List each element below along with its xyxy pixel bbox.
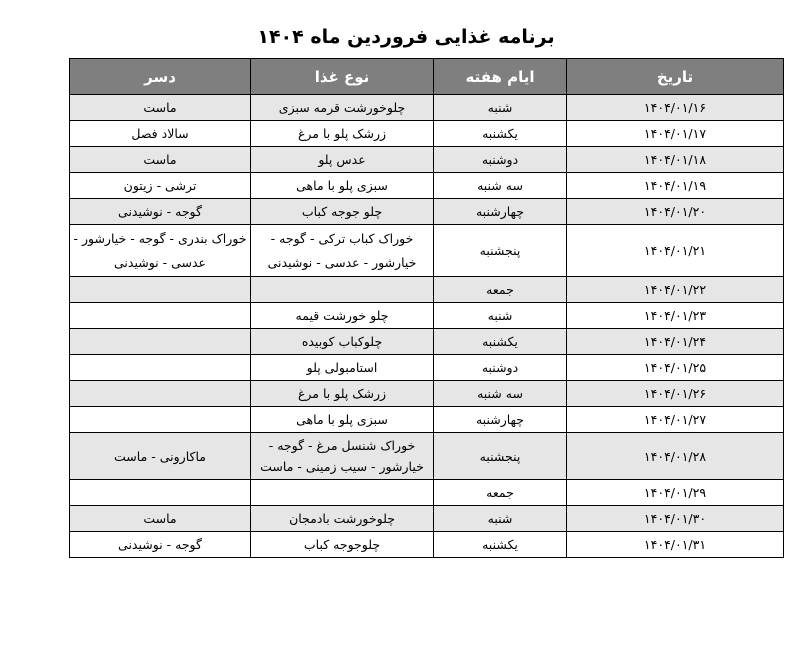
food-schedule-table [69, 58, 784, 558]
dessert-cell: ماکارونی - ماست [70, 433, 251, 480]
food-cell [251, 277, 434, 303]
day-cell: پنجشنبه [434, 433, 567, 480]
day-cell: یکشنبه [434, 329, 567, 355]
food-cell: خوراک کباب ترکی - گوجه - خیارشور - عدسی - نوشیدنی [251, 225, 434, 277]
dessert-cell: ماست [70, 147, 251, 173]
date-cell: ۱۴۰۴/۰۱/۲۳ [567, 303, 784, 329]
dessert-cell [70, 480, 251, 506]
table-row [70, 303, 784, 329]
day-cell: سه شنبه [434, 381, 567, 407]
day-cell: سه شنبه [434, 173, 567, 199]
table-row [70, 381, 784, 407]
header-food: نوع غذا [251, 59, 434, 95]
day-cell: شنبه [434, 506, 567, 532]
date-cell: ۱۴۰۴/۰۱/۲۷ [567, 407, 784, 433]
date-cell: ۱۴۰۴/۰۱/۲۹ [567, 480, 784, 506]
dessert-cell [70, 277, 251, 303]
header-date: تاریخ [567, 59, 784, 95]
date-cell: ۱۴۰۴/۰۱/۲۲ [567, 277, 784, 303]
date-cell: ۱۴۰۴/۰۱/۱۶ [567, 95, 784, 121]
day-cell: جمعه [434, 277, 567, 303]
date-cell: ۱۴۰۴/۰۱/۱۷ [567, 121, 784, 147]
dessert-cell [70, 355, 251, 381]
day-cell: شنبه [434, 95, 567, 121]
food-cell: چلو جوجه کباب [251, 199, 434, 225]
dessert-cell: سالاد فصل [70, 121, 251, 147]
table-row [70, 407, 784, 433]
dessert-cell [70, 303, 251, 329]
date-cell: ۱۴۰۴/۰۱/۲۸ [567, 433, 784, 480]
dessert-cell: گوجه - نوشیدنی [70, 199, 251, 225]
food-cell: زرشک پلو با مرغ [251, 121, 434, 147]
dessert-cell [70, 381, 251, 407]
date-cell: ۱۴۰۴/۰۱/۱۸ [567, 147, 784, 173]
table-row [70, 329, 784, 355]
food-cell: خوراک شنسل مرغ - گوجه - خیارشور - سیب زمینی - ماست [251, 433, 434, 480]
day-cell: جمعه [434, 480, 567, 506]
table-row [70, 532, 784, 558]
date-cell: ۱۴۰۴/۰۱/۲۰ [567, 199, 784, 225]
day-cell: پنجشنبه [434, 225, 567, 277]
food-cell [251, 480, 434, 506]
date-cell: ۱۴۰۴/۰۱/۳۰ [567, 506, 784, 532]
day-cell: دوشنبه [434, 147, 567, 173]
dessert-cell: گوجه - نوشیدنی [70, 532, 251, 558]
day-cell: یکشنبه [434, 532, 567, 558]
table-row [70, 121, 784, 147]
table-row [70, 95, 784, 121]
date-cell: ۱۴۰۴/۰۱/۱۹ [567, 173, 784, 199]
dessert-cell: ترشی - زیتون [70, 173, 251, 199]
table-row [70, 277, 784, 303]
food-cell: زرشک پلو با مرغ [251, 381, 434, 407]
table-row [70, 506, 784, 532]
day-cell: شنبه [434, 303, 567, 329]
date-cell: ۱۴۰۴/۰۱/۳۱ [567, 532, 784, 558]
dessert-cell [70, 407, 251, 433]
day-cell: چهارشنبه [434, 199, 567, 225]
header-dessert: دسر [70, 59, 251, 95]
date-cell: ۱۴۰۴/۰۱/۲۶ [567, 381, 784, 407]
food-cell: عدس پلو [251, 147, 434, 173]
page-title: برنامه غذایی فروردین ماه ۱۴۰۴ [257, 26, 555, 48]
food-cell: چلوجوجه کباب [251, 532, 434, 558]
table-row [70, 147, 784, 173]
dessert-cell: ماست [70, 95, 251, 121]
dessert-cell [70, 329, 251, 355]
table-row [70, 480, 784, 506]
food-cell: چلوخورشت بادمجان [251, 506, 434, 532]
table-row [70, 199, 784, 225]
day-cell: یکشنبه [434, 121, 567, 147]
dessert-cell: خوراک بندری - گوجه - خیارشور - عدسی - نوشیدنی [70, 225, 251, 277]
header-day: ایام هفته [434, 59, 567, 95]
food-cell: چلوکباب کوبیده [251, 329, 434, 355]
date-cell: ۱۴۰۴/۰۱/۲۱ [567, 225, 784, 277]
day-cell: دوشنبه [434, 355, 567, 381]
food-cell: سبزی پلو با ماهی [251, 173, 434, 199]
table-row [70, 355, 784, 381]
food-cell: چلوخورشت قرمه سبزی [251, 95, 434, 121]
day-cell: چهارشنبه [434, 407, 567, 433]
dessert-cell: ماست [70, 506, 251, 532]
table-row [70, 433, 784, 480]
date-cell: ۱۴۰۴/۰۱/۲۵ [567, 355, 784, 381]
table-row [70, 225, 784, 277]
date-cell: ۱۴۰۴/۰۱/۲۴ [567, 329, 784, 355]
table-row [70, 173, 784, 199]
food-cell: استامبولی پلو [251, 355, 434, 381]
food-cell: چلو خورشت قیمه [251, 303, 434, 329]
food-cell: سبزی پلو با ماهی [251, 407, 434, 433]
table-header-row [70, 59, 784, 95]
